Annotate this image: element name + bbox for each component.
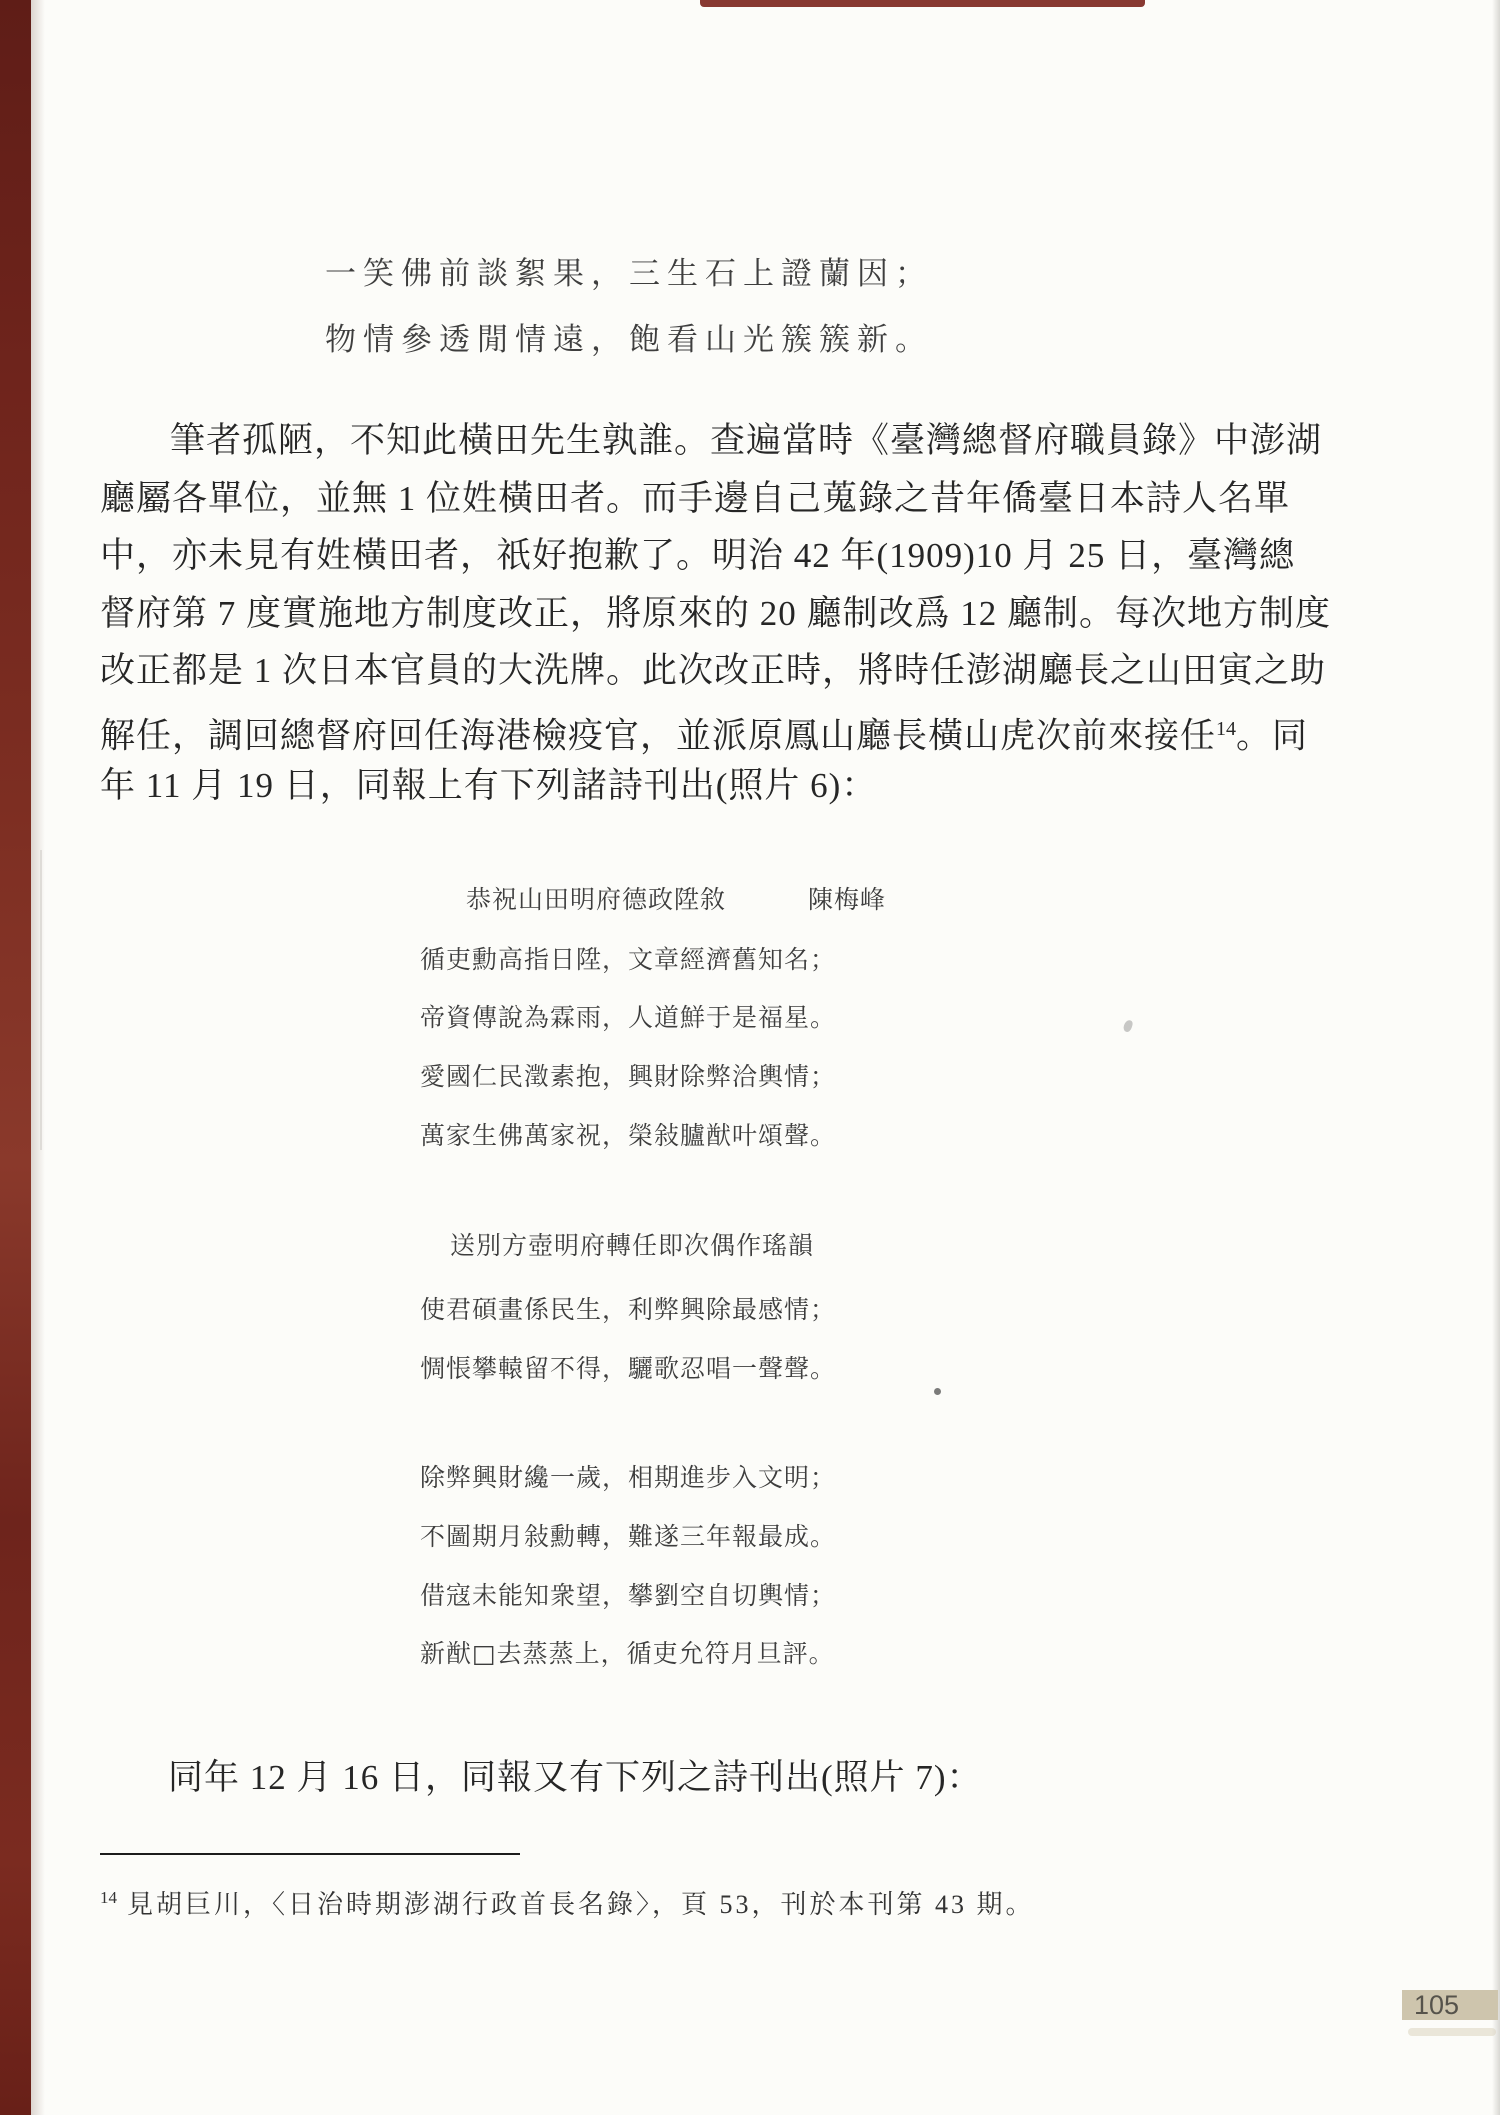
opening-couplet-line: 物情參透閒情遠，飽看山光簇簇新。 [325,322,933,358]
poem-line: 萬家生佛萬家祝，榮敍臚猷叶頌聲。 [420,1121,837,1150]
scan-streak [40,850,42,1150]
scan-speck [934,1388,941,1395]
poem-line: 使君碩畫係民生，利弊興除最感情； [420,1295,837,1324]
spine-edge-shadow [31,0,45,2115]
opening-couplet-line: 一笑佛前談絮果，三生石上證蘭因； [325,256,933,292]
page-number: 105 [1414,1989,1460,2020]
footnote-number: 14 [100,1888,117,1908]
poem-line: 循吏勳高指日陞，文章經濟舊知名； [420,945,837,974]
poem-author: 陳梅峰 [808,885,887,914]
page-number-tab [1402,1990,1498,2020]
footnote-reference-mark: 14 [1216,718,1237,740]
scan-smudge [1408,2028,1496,2036]
poem-line: 不圖期月敍勳轉，難遂三年報最成。 [420,1522,837,1551]
book-spine-strip [0,0,31,2115]
paragraph-line: 廳屬各單位，並無 1 位姓橫田者。而手邊自己蒐錄之昔年僑臺日本詩人名單 [100,479,1291,518]
paragraph-line-text: 解任，調回總督府回任海港檢疫官，並派原鳳山廳長橫山虎次前來接任 [100,716,1217,756]
closing-paragraph-line: 同年 12 月 16 日，同報又有下列之詩刊出(照片 7)： [168,1758,983,1797]
poem-title-text: 恭祝山田明府德政陞敘 [466,885,727,914]
poem-title [466,880,886,916]
paragraph-line: 中，亦未見有姓橫田者，祇好抱歉了。明治 42 年(1909)10 月 25 日，臺灣總 [100,536,1296,575]
paragraph-line: 年 11 月 19 日，同報上有下列諸詩刊出(照片 6)： [100,766,878,805]
footnote-text: 見胡巨川，〈日治時期澎湖行政首長名錄〉，頁 53，刊於本刊第 43 期。 [127,1890,1035,1919]
top-edge-red-mark [700,0,1145,7]
poem-title: 送別方壺明府轉任即次偶作瑤韻 [450,1231,815,1260]
poem-line: 愛國仁民澂素抱，興財除弊洽輿情； [420,1062,837,1091]
poem-line: 除弊興財纔一歲，相期進步入文明； [420,1463,837,1492]
poem-line: 帝資傳說為霖雨，人道鮮于是福星。 [420,1003,837,1032]
scan-speck [1122,1019,1133,1033]
poem-line: 惆悵攀轅留不得，驪歌忍唱一聲聲。 [420,1354,837,1383]
paragraph-line-text: 。同 [1236,716,1309,756]
paragraph-line: 改正都是 1 次日本官員的大洗牌。此次改正時，將時任澎湖廳長之山田寅之助 [100,651,1327,690]
poem-line: 新猷□去蒸蒸上，循吏允符月旦評。 [420,1639,835,1668]
paragraph-line: 督府第 7 度實施地方制度改正，將原來的 20 廳制改爲 12 廳制。每次地方制度 [100,594,1332,633]
right-page-edge-shadow [1492,0,1500,2115]
paragraph-line [100,706,1420,760]
poem-line: 借寇未能知衆望，攀劉空自切輿情； [420,1581,837,1610]
footnote [100,1884,1035,1921]
footnote-divider-rule [100,1853,520,1855]
paragraph-line: 筆者孤陋，不知此橫田先生孰誰。查遍當時《臺灣總督府職員錄》中澎湖 [170,421,1323,460]
